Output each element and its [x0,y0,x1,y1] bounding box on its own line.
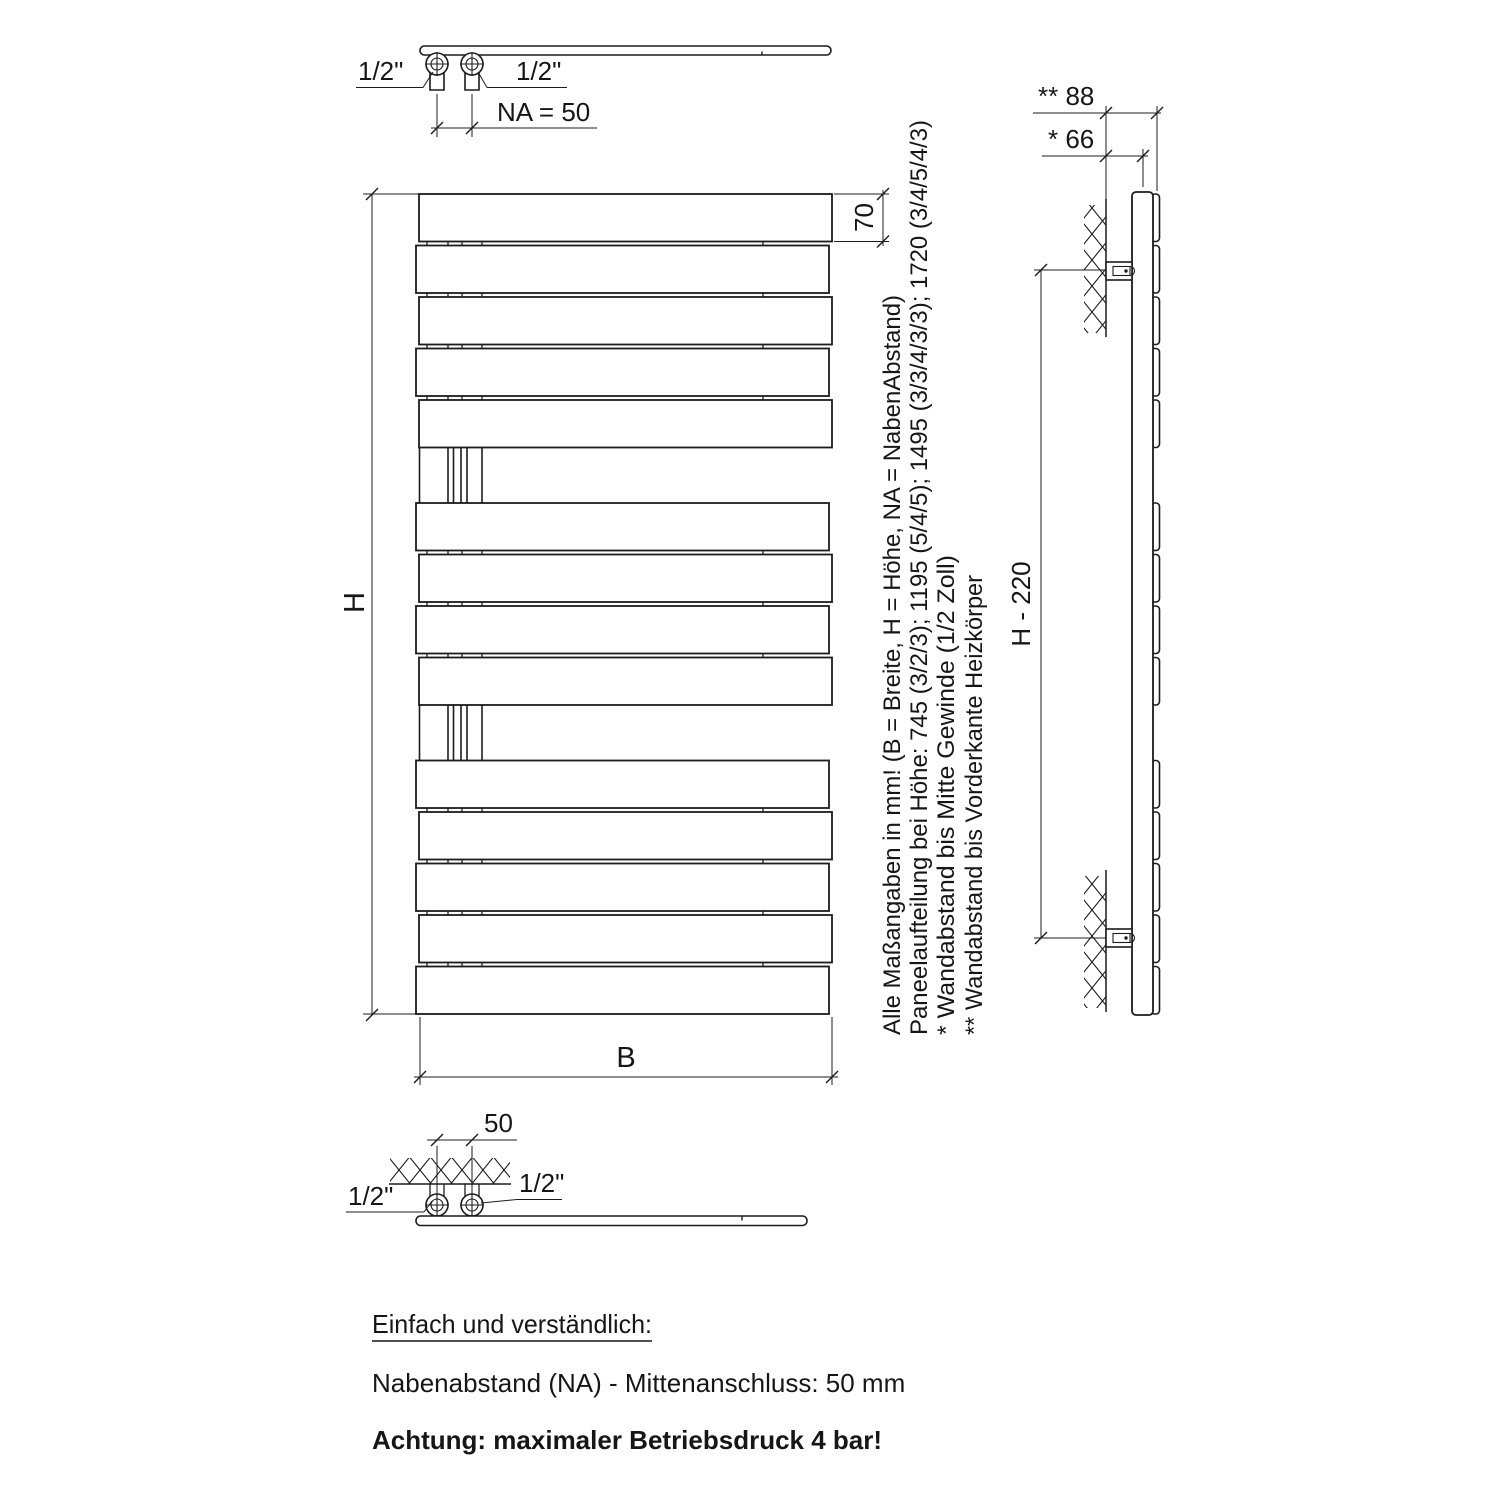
width-label: B [616,1042,636,1074]
radiator-panel-front [416,246,829,294]
connection-size-label: 1/2" [519,1168,565,1198]
front-panels [416,194,832,1014]
radiator-panel-front [419,297,832,345]
bottom-connection-view [346,1108,807,1226]
top-connection-view [356,46,831,137]
bracket-center-dot [1124,269,1127,272]
radiator-panel-front [419,400,832,448]
wall-bracket-bottom [1106,929,1135,947]
bracket-center-dot [1124,936,1127,939]
wall-hatch-top [1084,205,1106,333]
rotated-notes [879,117,988,1035]
radiator-panel-front [416,967,829,1015]
radiator-panel-front [416,864,829,912]
top-view-panel-bar [420,46,831,55]
radiator-panel-front [419,658,832,706]
radiator-panel-front [419,194,832,242]
radiator-panel-front [419,812,832,860]
footer-notes [372,1309,905,1455]
bracket-body [1106,929,1132,947]
bottom-view-panel-bar [416,1216,807,1226]
side-view [1006,81,1163,1015]
leader-line [481,1200,517,1204]
hub-distance-label: 50 [484,1108,513,1138]
connection-size-label: 1/2" [516,56,562,86]
footer-warning: Achtung: maximaler Betriebsdruck 4 bar! [372,1425,883,1455]
radiator-panel-front [419,915,832,963]
connection-size-label: 1/2" [348,1181,394,1211]
front-view [339,188,889,1085]
radiator-panel-front [416,503,829,551]
wall-to-thread-label: * 66 [1048,124,1095,154]
radiator-panel-front [419,555,832,603]
wall-bracket-top [1106,262,1135,280]
note-wall-thread: * Wandabstand bis Mitte Gewinde (1/2 Zoll) [933,573,960,1035]
collector-tube [1132,192,1153,1015]
height-label: H [339,592,371,613]
radiator-panel-front [416,349,829,397]
radiator-panel-front [416,606,829,654]
wall-to-front-label: ** 88 [1038,81,1095,111]
wall-hatch [390,1158,510,1184]
connection-size-label: 1/2" [358,56,404,86]
leader-line [423,72,433,88]
bracket-body [1106,262,1132,280]
bracket-span-label: H - 220 [1006,561,1036,647]
note-panel-layout: Paneelaufteilung bei Höhe: 745 (3/2/3); 1195 (5/4/5); 1495 (3/3/4/3/3); 1720 (3/4/5/4/3) [906,117,933,1035]
footer-spec: Nabenabstand (NA) - Mittenanschluss: 50 mm [372,1368,906,1398]
note-wall-front: ** Wandabstand bis Vorderkante Heizkörper [961,566,988,1035]
riser-tubes [420,448,483,761]
panel-height-label: 70 [849,203,879,232]
wall-hatch-bottom [1084,876,1106,1008]
note-units: Alle Maßangaben in mm! (B = Breite, H = Höhe, NA = NabenAbstand) [879,292,906,1035]
hub-distance-label: NA = 50 [497,97,591,127]
footer-heading: Einfach und verständlich: [372,1309,652,1339]
radiator-panel-front [416,761,829,809]
